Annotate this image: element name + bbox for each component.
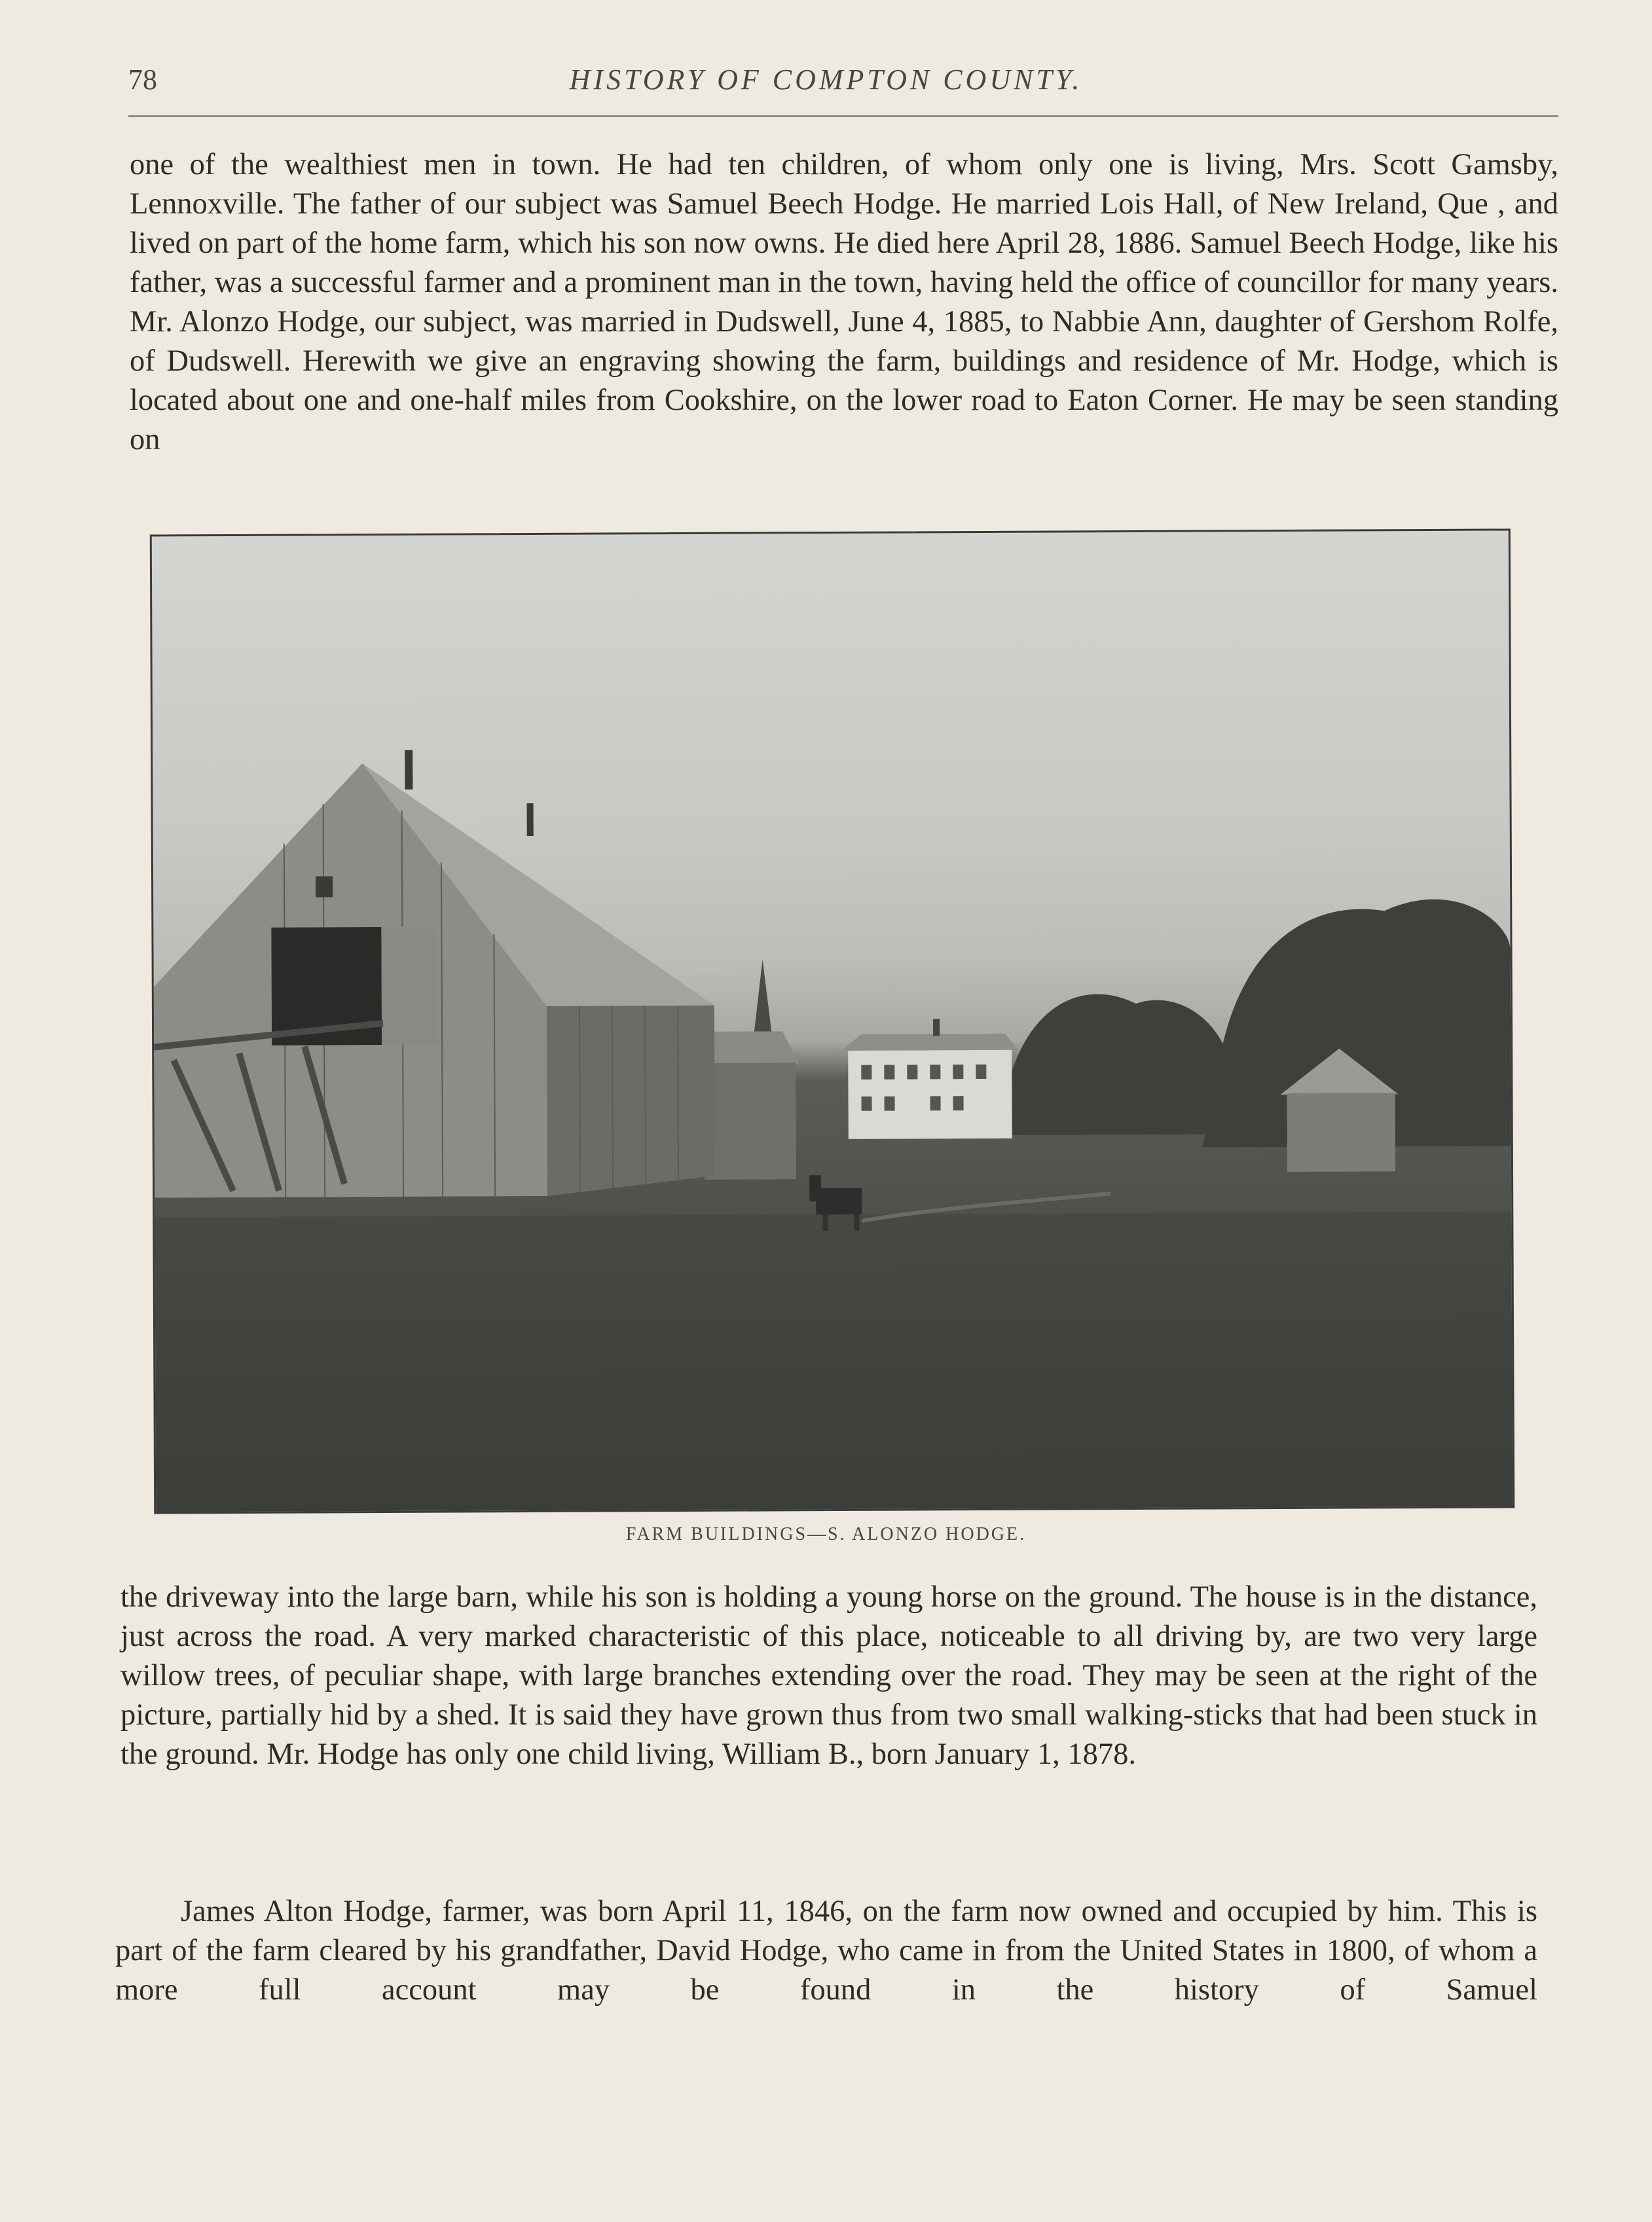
figure-caption: FARM BUILDINGS—S. ALONZO HODGE. <box>625 1524 1027 1544</box>
paragraph-1: one of the wealthiest men in town. He had ten children, of whom only one is living, Mrs. Scott Gamsby, Lennoxville. The father of our subject was Samuel Beech Hodge. He married Lois Hall, of New Ireland, Que , and lived on part of the home farm, which his son now owns. He died here April 28, 1886. Samuel Beech Hodge, like his father, was a successful farmer and a prominent man in the town, having held the office of councillor for many years. Mr. Alonzo Hodge, our subject, was married in Dudswell, June 4, 1885, to Nabbie Ann, daughter of Gershom Rolfe, of Dudswell. Herewith we give an engraving showing the farm, buildings and residence of Mr. Hodge, which is located about one and one-half miles from Cookshire, on the lower road to Eaton Corner. He may be seen standing on <box>130 148 1558 456</box>
farm-photograph <box>150 528 1515 1514</box>
paragraph-3: James Alton Hodge, farmer, was born April 11, 1846, on the farm now owned and occupied by him. This is part of the farm cleared by his grandfather, David Hodge, who came in from the United States in 1800, of whom a more full account may be found in the history of Samuel <box>115 1895 1537 2007</box>
running-head: HISTORY OF COMPTON COUNTY. <box>569 64 1083 96</box>
page-number: 78 <box>128 64 157 96</box>
paragraph-2: the driveway into the large barn, while his son is holding a young horse on the ground. The house is in the distance, just across the road. A very marked characteristic of this place, noticeable to all driving by, are two very large willow trees, of peculiar shape, with large branches extending over the road. They may be seen at the right of the picture, partially hid by a shed. It is said they have grown thus from two small walking-sticks that had been stuck in the ground. Mr. Hodge has only one child living, William B., born January 1, 1878. <box>120 1580 1537 1771</box>
header-rule <box>128 115 1558 117</box>
farmhouse <box>841 1019 1019 1139</box>
large-barn <box>153 749 715 1198</box>
